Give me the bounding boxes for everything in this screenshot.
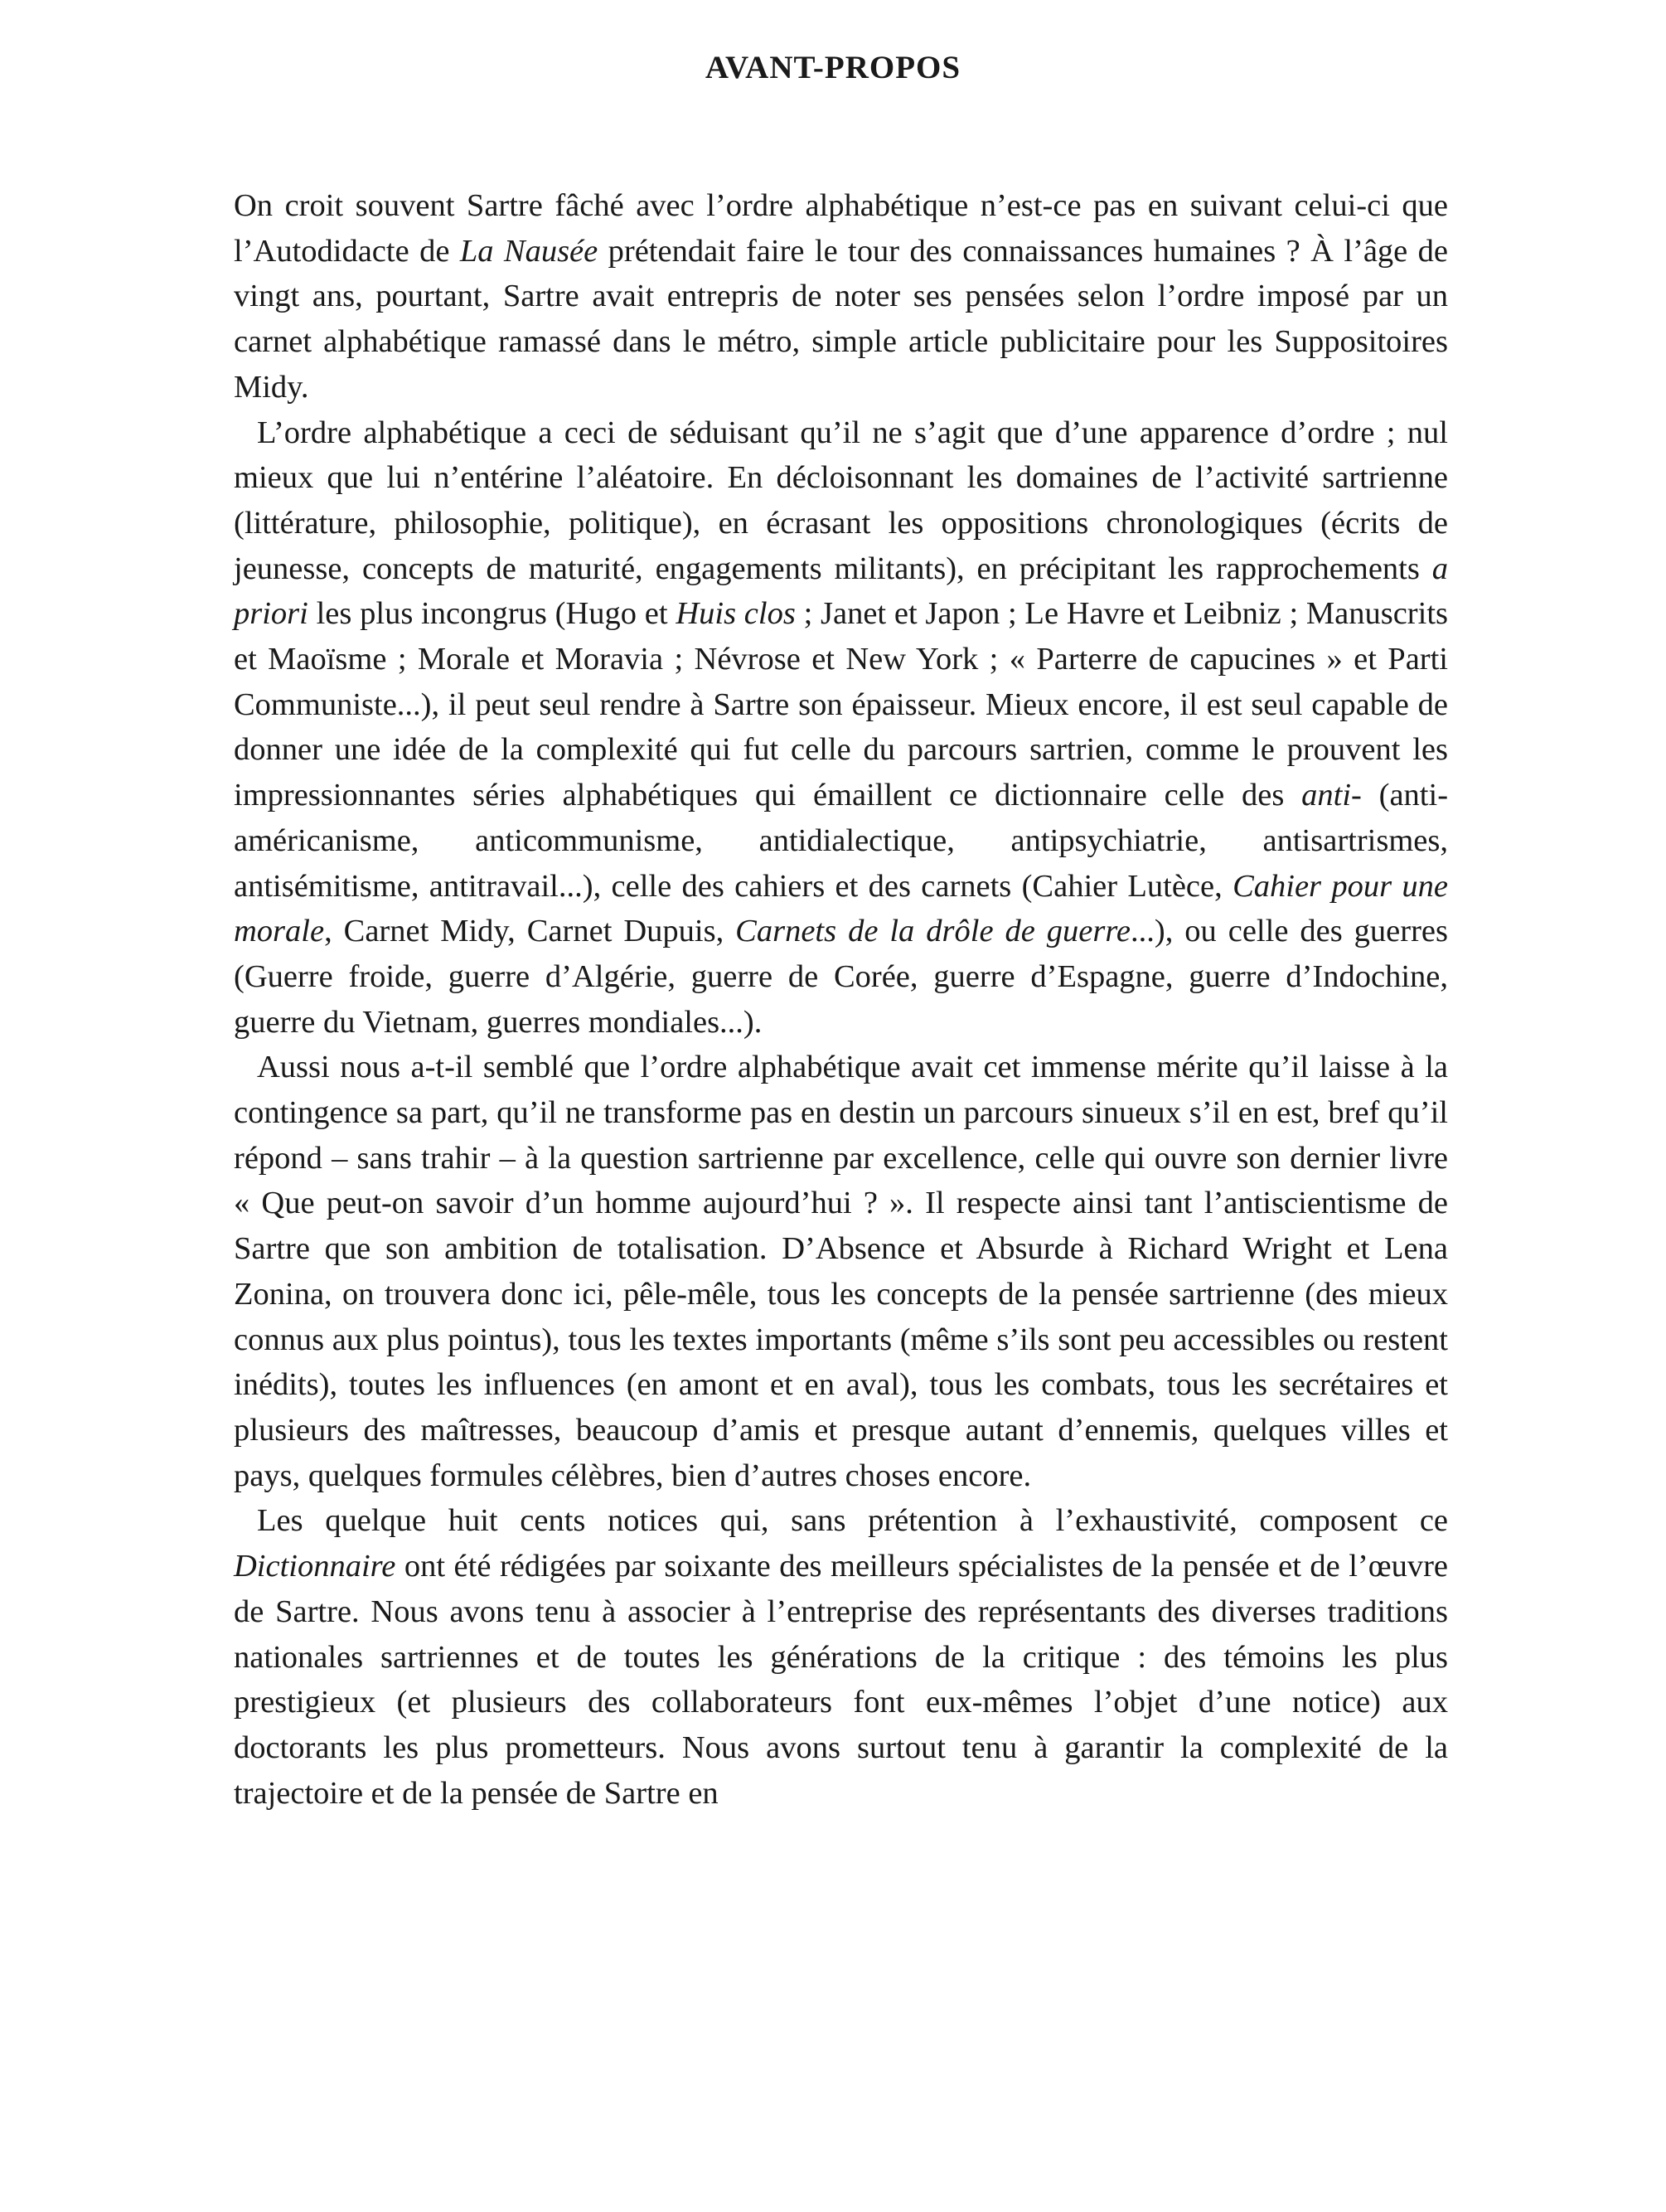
italic-run: La Nausée — [459, 233, 598, 269]
italic-run: a priori — [234, 551, 1448, 632]
paragraph — [234, 183, 1448, 410]
italic-run: Carnets de la drôle de guerre — [735, 914, 1131, 949]
italic-run: Cahier pour une morale — [234, 868, 1448, 949]
paragraph — [234, 1498, 1448, 1816]
text-run: ...), ou celle des guerres (Guerre froide, guerre d’Algérie, guerre de Corée, guerre d’Espagne, guerre d’Indochine, guerre du Vietnam, guerres mondiales...). — [234, 914, 1448, 1040]
text-run: L’ordre alphabétique a ceci de séduisant qu’il ne s’agit que d’une apparence d’ordre ; nul mieux que lui n’entérine l’aléatoire. En décloisonnant les domaines de l’activité sartrienne (littérature, philosophie, politique), en écrasant les oppositions chronologiques (écrits de jeunesse, concepts de maturité, engagements militants), en précipitant les rapprochements — [234, 415, 1448, 586]
text-run: les plus incongrus (Hugo et — [308, 596, 676, 632]
text-run: ; Janet et Japon ; Le Havre et Leibniz ; Manuscrits et Maoïsme ; Morale et Moravia ; Névrose et New York ; « Parterre de capucines » et Parti Communiste...), il peut seul rendre à Sartre son épaisseur. Mieux encore, il est seul capable de donner une idée de la complexité qui fut celle du parcours sartrien, comme le prouvent les impressionnantes séries alphabétiques qui émaillent ce dictionnaire celle des — [234, 596, 1449, 813]
body-text — [234, 183, 1448, 1816]
italic-run: Huis clos — [676, 596, 796, 632]
italic-run: anti- — [1301, 778, 1362, 813]
text-run: ont été rédigées par soixante des meilleurs spécialistes de la pensée et de l’œuvre de Sartre. Nous avons tenu à associer à l’entreprise des représentants des diverses traditions nationales sartriennes et de toutes les générations de la critique : des témoins les plus prestigieux (et plusieurs des collaborateurs font eux-mêmes l’objet d’une notice) aux doctorants les plus prometteurs. Nous avons surtout tenu à garantir la complexité de la trajectoire et de la pensée de Sartre en — [234, 1549, 1448, 1811]
paragraph — [234, 1045, 1448, 1498]
text-run: (anti-américanisme, anticommunisme, antidialectique, antipsychiatrie, antisartrismes, antisémitisme, antitravail...), celle des cahiers et des carnets (Cahier Lutèce, — [234, 778, 1449, 904]
text-run: prétendait faire le tour des connaissances humaines ? À l’âge de vingt ans, pourtant, Sartre avait entrepris de noter ses pensées selon l’ordre imposé par un carnet alphabétique ramassé dans le métro, simple article publicitaire pour les Suppositoires Midy. — [234, 233, 1449, 405]
page-title: AVANT-PROPOS — [705, 50, 961, 85]
italic-run: Dictionnaire — [234, 1549, 396, 1584]
paragraph — [234, 410, 1448, 1045]
text-run: , Carnet Midy, Carnet Dupuis, — [324, 914, 736, 949]
text-run: Aussi nous a-t-il semblé que l’ordre alphabétique avait cet immense mérite qu’il laisse à la contingence sa part, qu’il ne transforme pas en destin un parcours sinueux s’il en est, bref qu’il répond – sans trahir – à la question sartrienne par excellence, celle qui ouvre son dernier livre « Que peut-on savoir d’un homme aujourd’hui ? ». Il respecte ainsi tant l’antiscientisme de Sartre que son ambition de totalisation. D’Absence et Absurde à Richard Wright et Lena Zonina, on trouvera donc ici, pêle-mêle, tous les concepts de la pensée sartrienne (des mieux connus aux plus pointus), tous les textes importants (même s’ils sont peu accessibles ou restent inédits), toutes les influences (en amont et en aval), tous les combats, tous les secrétaires et plusieurs des maîtresses, beaucoup d’amis et presque autant d’ennemis, quelques villes et pays, quelques formules célèbres, bien d’autres choses encore. — [234, 1050, 1448, 1493]
text-run: Les quelque huit cents notices qui, sans prétention à l’exhaustivité, composent ce — [257, 1503, 1448, 1539]
text-run: On croit souvent Sartre fâché avec l’ordre alphabétique n’est-ce pas en suivant celui-ci que l’Autodidacte de — [234, 188, 1448, 269]
